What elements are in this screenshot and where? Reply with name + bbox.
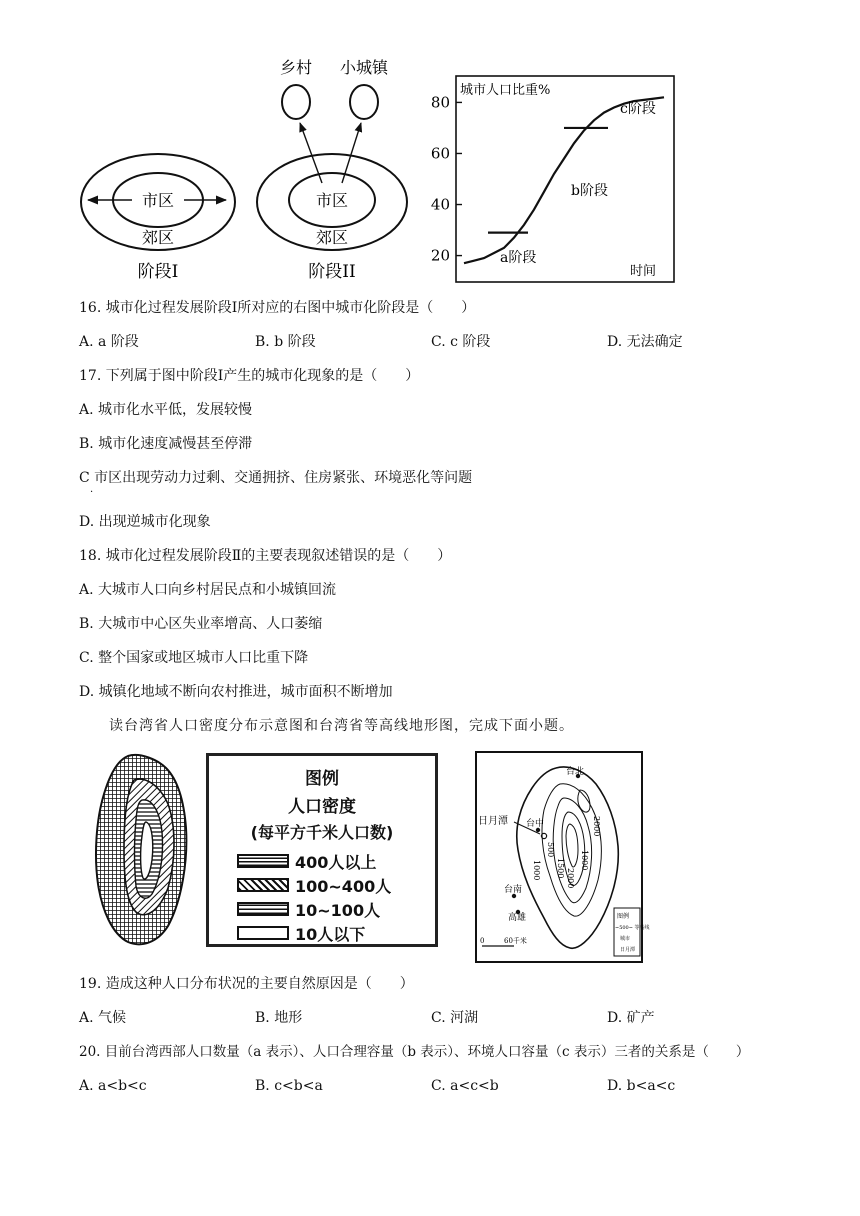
legend-subtitle: 人口密度 [288,797,356,817]
label-gaoxiong: 高雄 [508,913,527,923]
legend-unit: (每平方千米人口数) [250,823,394,842]
contour-label-1000b: 1000 [580,850,589,871]
stage2-suburb-label: 郊区 [315,228,349,247]
y-tick-label: 60 [430,144,450,163]
mini-legend-city: 城市 [620,936,631,942]
question-text: 造成这种人口分布状况的主要自然原因是（ ） [105,976,414,992]
contour-label-2000b: 2000 [566,868,575,889]
q16-option-c[interactable]: C. c 阶段 [431,334,491,350]
swatch-horizontal [237,902,289,916]
q17-option-c[interactable]: C 市区出现劳动力过剩、交通拥挤、住房紧张、环境恶化等问题 [79,470,473,486]
stage1-suburb-label: 郊区 [141,228,175,247]
label-c-stage: c阶段 [620,101,656,117]
stage2-label: 阶段II [308,262,356,282]
question-number: 20. [79,1044,101,1060]
question-16 [79,298,475,318]
taiwan-density-map [88,750,204,950]
question-number: 18. [79,548,102,564]
question-number: 17. [79,368,102,384]
village-ellipse [282,85,310,119]
q18-option-c[interactable]: C. 整个国家或地区城市人口比重下降 [79,650,309,666]
q18-option-a[interactable]: A. 大城市人口向乡村居民点和小城镇回流 [79,582,337,598]
legend-row-10-100: 10~100人 [237,900,380,918]
legend-row-below10: 10人以下 [237,924,365,942]
q19-option-a[interactable]: A. 气候 [79,1010,127,1026]
q16-option-d[interactable]: D. 无法确定 [607,334,683,350]
q17-option-d[interactable]: D. 出现逆城市化现象 [79,514,211,530]
q19-option-b[interactable]: B. 地形 [255,1010,303,1026]
contour-label-1000: 1000 [532,860,541,881]
passage-intro: 读台湾省人口密度分布示意图和台湾省等高线地形图，完成下面小题。 [109,718,574,734]
scale-zero: 0 [480,937,485,945]
contour-label-1500: 1500 [556,858,565,879]
village-label: 乡村 [279,58,313,77]
q18-option-b[interactable]: B. 大城市中心区失业率增高、人口萎缩 [79,616,323,632]
q20-option-c[interactable]: C. a<c<b [431,1078,499,1094]
label-tainan: 台南 [504,885,523,895]
q16-option-b[interactable]: B. b 阶段 [255,334,316,350]
mini-legend-title: 图例 [617,913,630,920]
y-tick-label: 80 [430,93,450,112]
mini-legend-lake: 日月潭 [620,947,636,953]
label-taibei: 台北 [566,767,585,777]
question-18 [79,546,451,566]
stage2-diagram [257,58,407,282]
label-b-stage: b阶段 [571,183,608,199]
q18-option-d[interactable]: D. 城镇化地域不断向农村推进，城市面积不断增加 [79,684,393,700]
urbanization-curve-chart [420,72,680,287]
contour-label-500: 500 [546,842,555,858]
question-text: 城市化过程发展阶段Ⅱ的主要表现叙述错误的是（ ） [105,548,452,564]
question-text: 目前台湾西部人口数量（a 表示）、人口合理容量（b 表示）、环境人口容量（c 表示）三者的关系是（ ） [104,1044,750,1060]
y-tick-label: 40 [430,195,450,214]
taiwan-contour-map [474,750,650,964]
swatch-blank [237,926,289,940]
q17-option-b[interactable]: B. 城市化速度减慢甚至停滞 [79,436,253,452]
question-20 [79,1042,749,1062]
density-legend [206,753,438,947]
stage1-diagram [81,154,235,282]
legend-row-400plus: 400人以上 [237,852,376,870]
question-text: 下列属于图中阶段Ⅰ产生的城市化现象的是（ ） [105,368,420,384]
legend-title: 图例 [305,769,339,789]
stage2-urban-label: 市区 [315,191,349,210]
label-a-stage: a阶段 [500,250,537,266]
question-17 [79,366,419,386]
stage1-urban-label: 市区 [141,191,175,210]
swatch-grid [237,854,289,868]
question-number: 16. [79,300,102,316]
q20-option-a[interactable]: A. a<b<c [79,1078,147,1094]
label-taizhong: 台中 [526,819,545,829]
mini-legend-contour: ~500~ 等高线 [615,925,650,931]
q17-option-a[interactable]: A. 城市化水平低，发展较慢 [79,402,253,418]
question-19 [79,974,414,994]
q20-option-b[interactable]: B. c<b<a [255,1078,323,1094]
legend-row-100-400: 100~400人 [237,876,391,894]
question-text: 城市化过程发展阶段Ⅰ所对应的右图中城市化阶段是（ ） [105,300,476,316]
chart-ylabel: 城市人口比重% [460,83,551,98]
stray-dot: · [90,487,94,498]
q19-option-c[interactable]: C. 河湖 [431,1010,479,1026]
series-line [464,97,664,263]
q19-option-d[interactable]: D. 矿产 [607,1010,655,1026]
question-number: 19. [79,976,102,992]
contour-label-2000a: 2000 [592,816,601,837]
label-riyuetan: 日月潭 [478,816,508,827]
urbanization-stage-diagram [70,55,420,285]
stage1-label: 阶段I [137,262,179,282]
q16-option-a[interactable]: A. a 阶段 [79,334,139,350]
town-label: 小城镇 [339,58,389,77]
chart-xlabel: 时间 [630,264,657,279]
y-tick-label: 20 [430,246,450,265]
q20-option-d[interactable]: D. b<a<c [607,1078,676,1094]
town-ellipse [350,85,378,119]
scale-label: 60千米 [504,937,527,945]
swatch-diagonal [237,878,289,892]
